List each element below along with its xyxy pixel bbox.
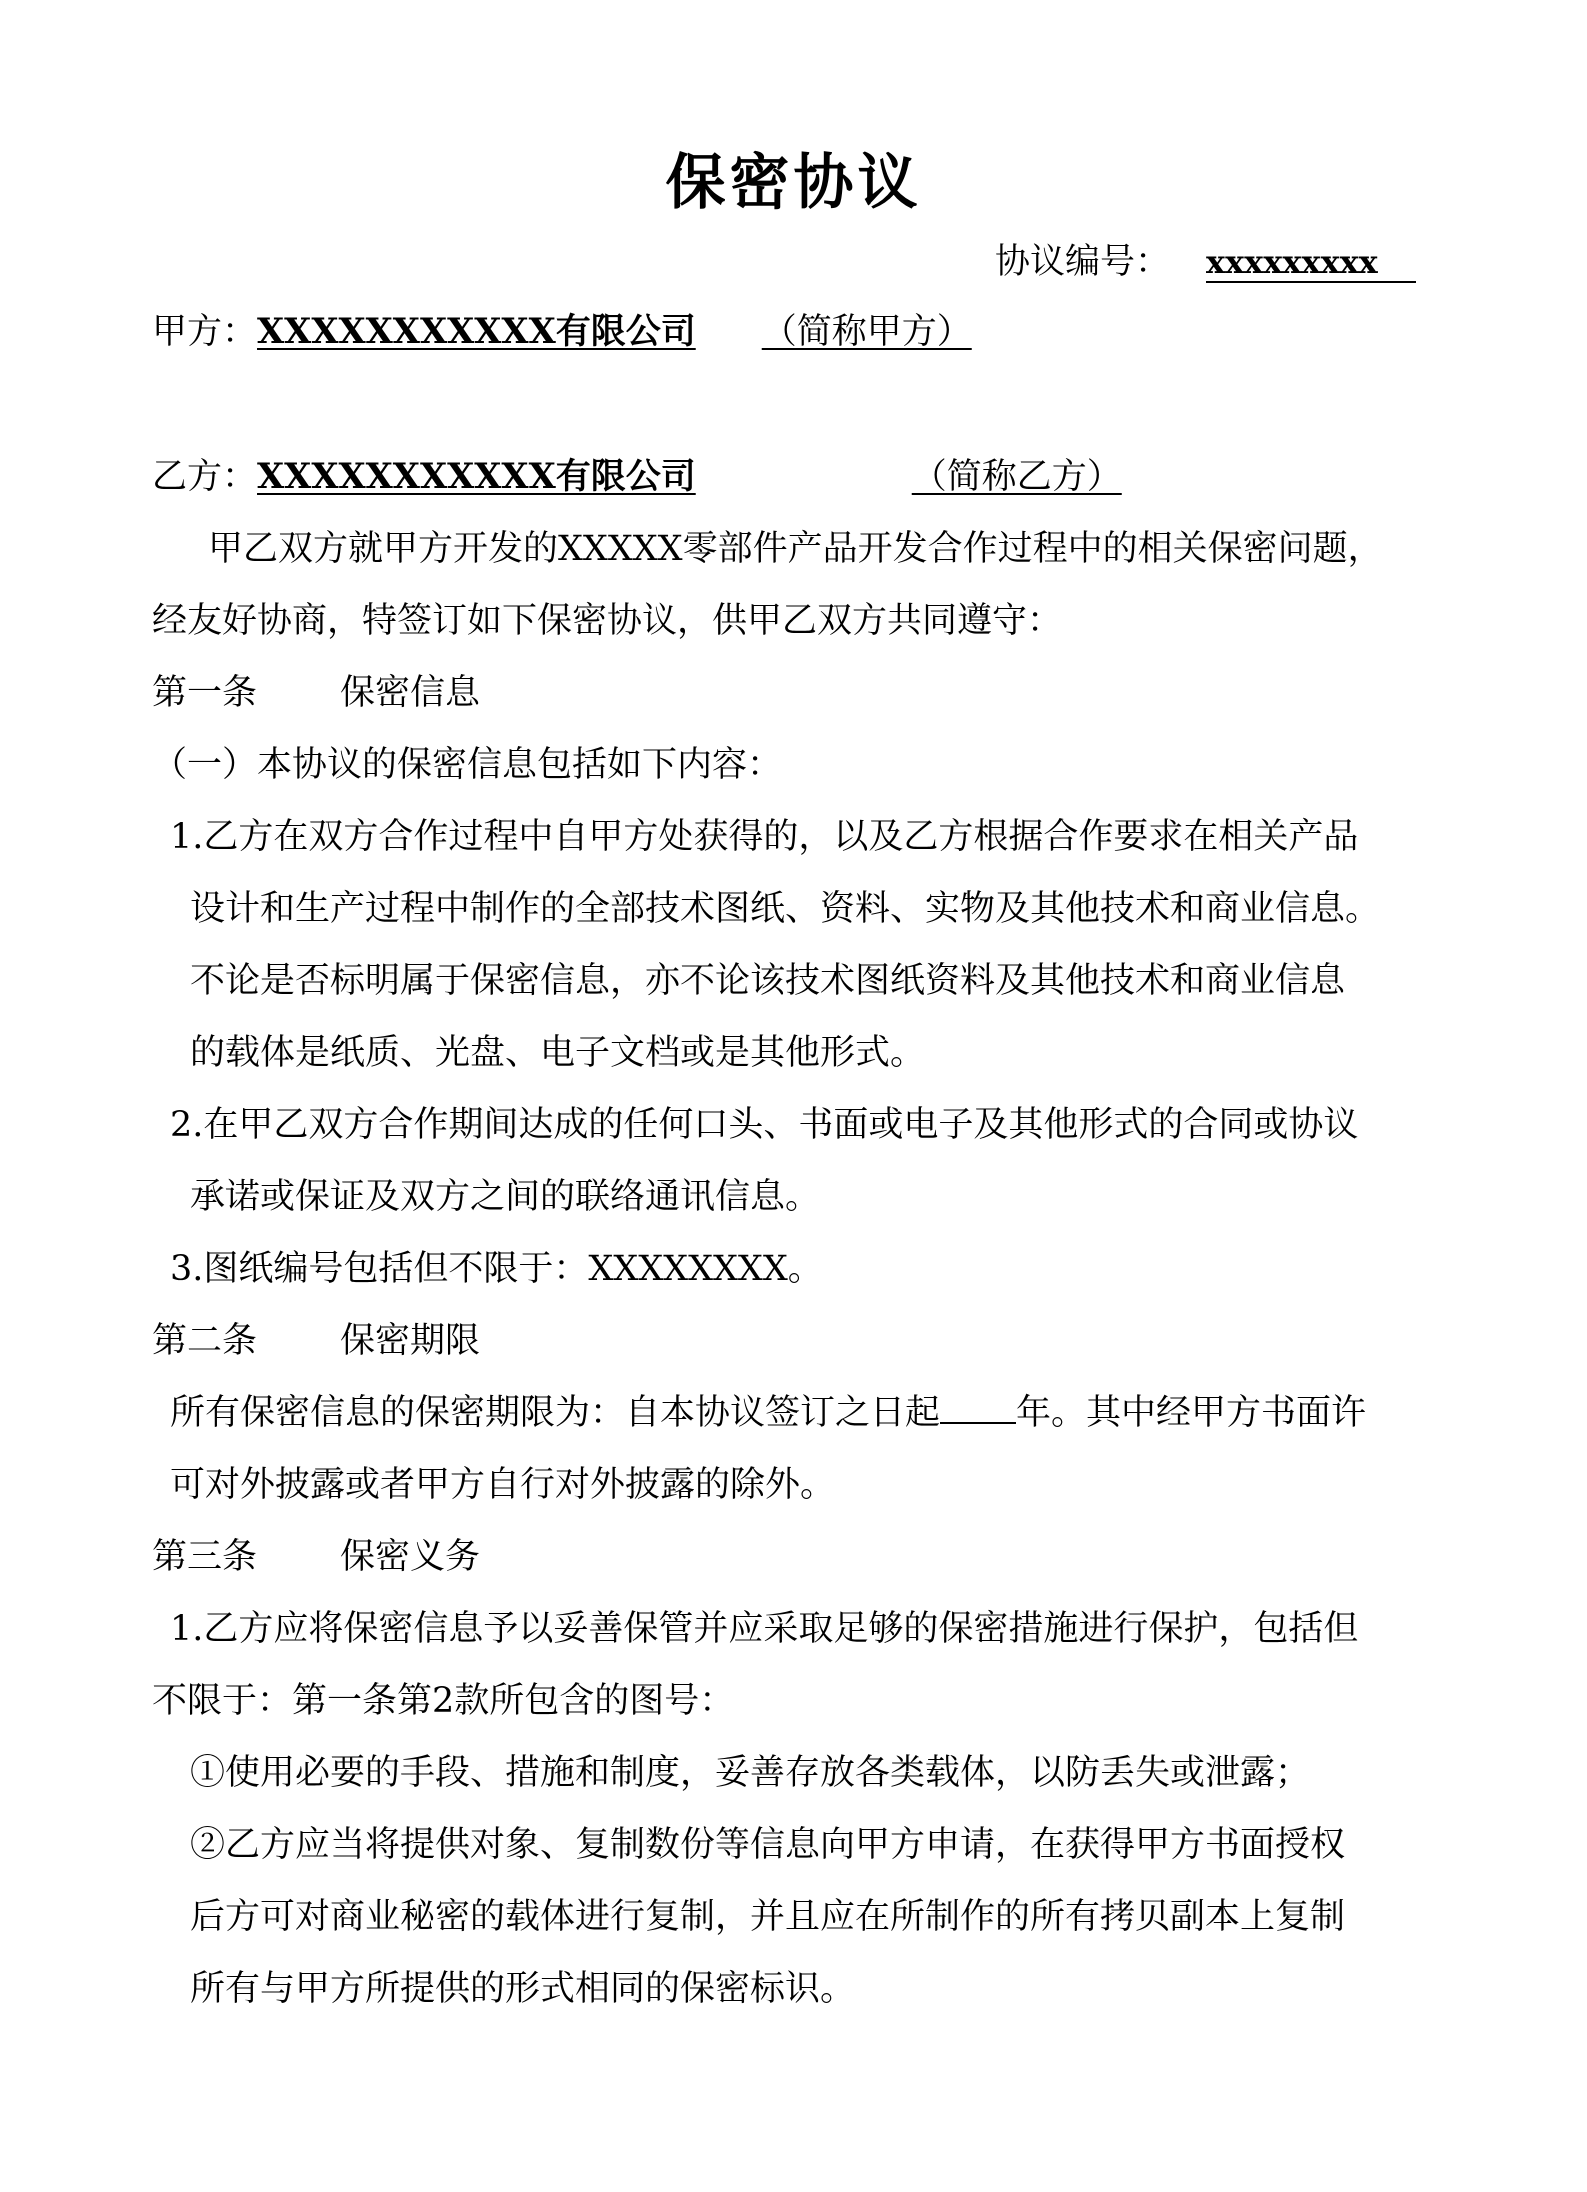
agreement-number-value: xxxxxxxxx <box>1206 243 1416 283</box>
article-2-line-1-pre: 所有保密信息的保密期限为：自本协议签订之日起 <box>170 1393 941 1433</box>
party-a-name: XXXXXXXXXXX有限公司 <box>257 311 696 352</box>
article-2-line-2: 可对外披露或者甲方自行对外披露的除外。 <box>170 1465 836 1505</box>
years-blank <box>940 1392 1016 1424</box>
article-1-item-1-line-4: 的载体是纸质、光盘、电子文档或是其他形式。 <box>190 1033 926 1073</box>
article-1-number: 第一条 <box>152 673 258 713</box>
article-2-line-1-post: 年。其中经甲方书面许 <box>1016 1393 1367 1433</box>
article-3-point-1: ①使用必要的手段、措施和制度，妥善存放各类载体，以防丢失或泄露； <box>190 1753 1311 1793</box>
article-2-heading <box>152 1319 480 1363</box>
article-1-subsection: （一）本协议的保密信息包括如下内容： <box>152 745 783 785</box>
party-a-line <box>152 310 972 354</box>
article-1-item-1-line-2: 设计和生产过程中制作的全部技术图纸、资料、实物及其他技术和商业信息。 <box>190 889 1381 929</box>
article-3-heading <box>152 1535 480 1579</box>
party-b-abbr: （简称乙方） <box>911 457 1122 497</box>
party-a-name-field <box>257 312 972 352</box>
article-3-item-1-line-1: 1.乙方应将保密信息予以妥善保管并应采取足够的保密措施进行保护，包括但 <box>170 1609 1359 1649</box>
agreement-number-line <box>995 240 1416 284</box>
agreement-number-label: 协议编号： <box>995 242 1171 282</box>
party-b-name: XXXXXXXXXXX有限公司 <box>257 456 696 497</box>
article-1-item-1-line-1: 1.乙方在双方合作过程中自甲方处获得的，以及乙方根据合作要求在相关产品 <box>170 817 1359 857</box>
article-2-title: 保密期限 <box>340 1321 481 1361</box>
party-b-label: 乙方： <box>152 457 258 497</box>
article-3-title: 保密义务 <box>340 1537 481 1577</box>
article-3-point-2-line-3: 所有与甲方所提供的形式相同的保密标识。 <box>190 1969 856 2009</box>
article-2-number: 第二条 <box>152 1321 258 1361</box>
intro-line-1: 甲乙双方就甲方开发的XXXXX零部件产品开发合作过程中的相关保密问题， <box>208 529 1383 569</box>
article-1-item-3: 3.图纸编号包括但不限于：XXXXXXXX。 <box>170 1249 823 1289</box>
party-b-line <box>152 455 1136 499</box>
article-1-item-1-line-3: 不论是否标明属于保密信息，亦不论该技术图纸资料及其他技术和商业信息 <box>190 961 1346 1001</box>
article-1-item-2-line-2: 承诺或保证及双方之间的联络通讯信息。 <box>190 1177 821 1217</box>
article-3-point-2-line-1: ②乙方应当将提供对象、复制数份等信息向甲方申请，在获得甲方书面授权 <box>190 1825 1346 1865</box>
article-3-point-2-line-2: 后方可对商业秘密的载体进行复制，并且应在所制作的所有拷贝副本上复制 <box>190 1897 1346 1937</box>
article-1-heading <box>152 671 480 715</box>
party-b-name-field <box>257 457 1136 497</box>
article-2-line-1 <box>170 1391 1366 1435</box>
article-3-item-1-line-2: 不限于：第一条第2款所包含的图号： <box>152 1681 735 1721</box>
article-1-title: 保密信息 <box>340 673 481 713</box>
article-1-item-2-line-1: 2.在甲乙双方合作期间达成的任何口头、书面或电子及其他形式的合同或协议 <box>170 1105 1359 1145</box>
party-a-abbr: （简称甲方） <box>761 312 972 352</box>
party-a-label: 甲方： <box>152 312 258 352</box>
document-title: 保密协议 <box>665 148 922 218</box>
article-3-number: 第三条 <box>152 1537 258 1577</box>
intro-line-2: 经友好协商，特签订如下保密协议，供甲乙双方共同遵守： <box>152 601 1063 641</box>
